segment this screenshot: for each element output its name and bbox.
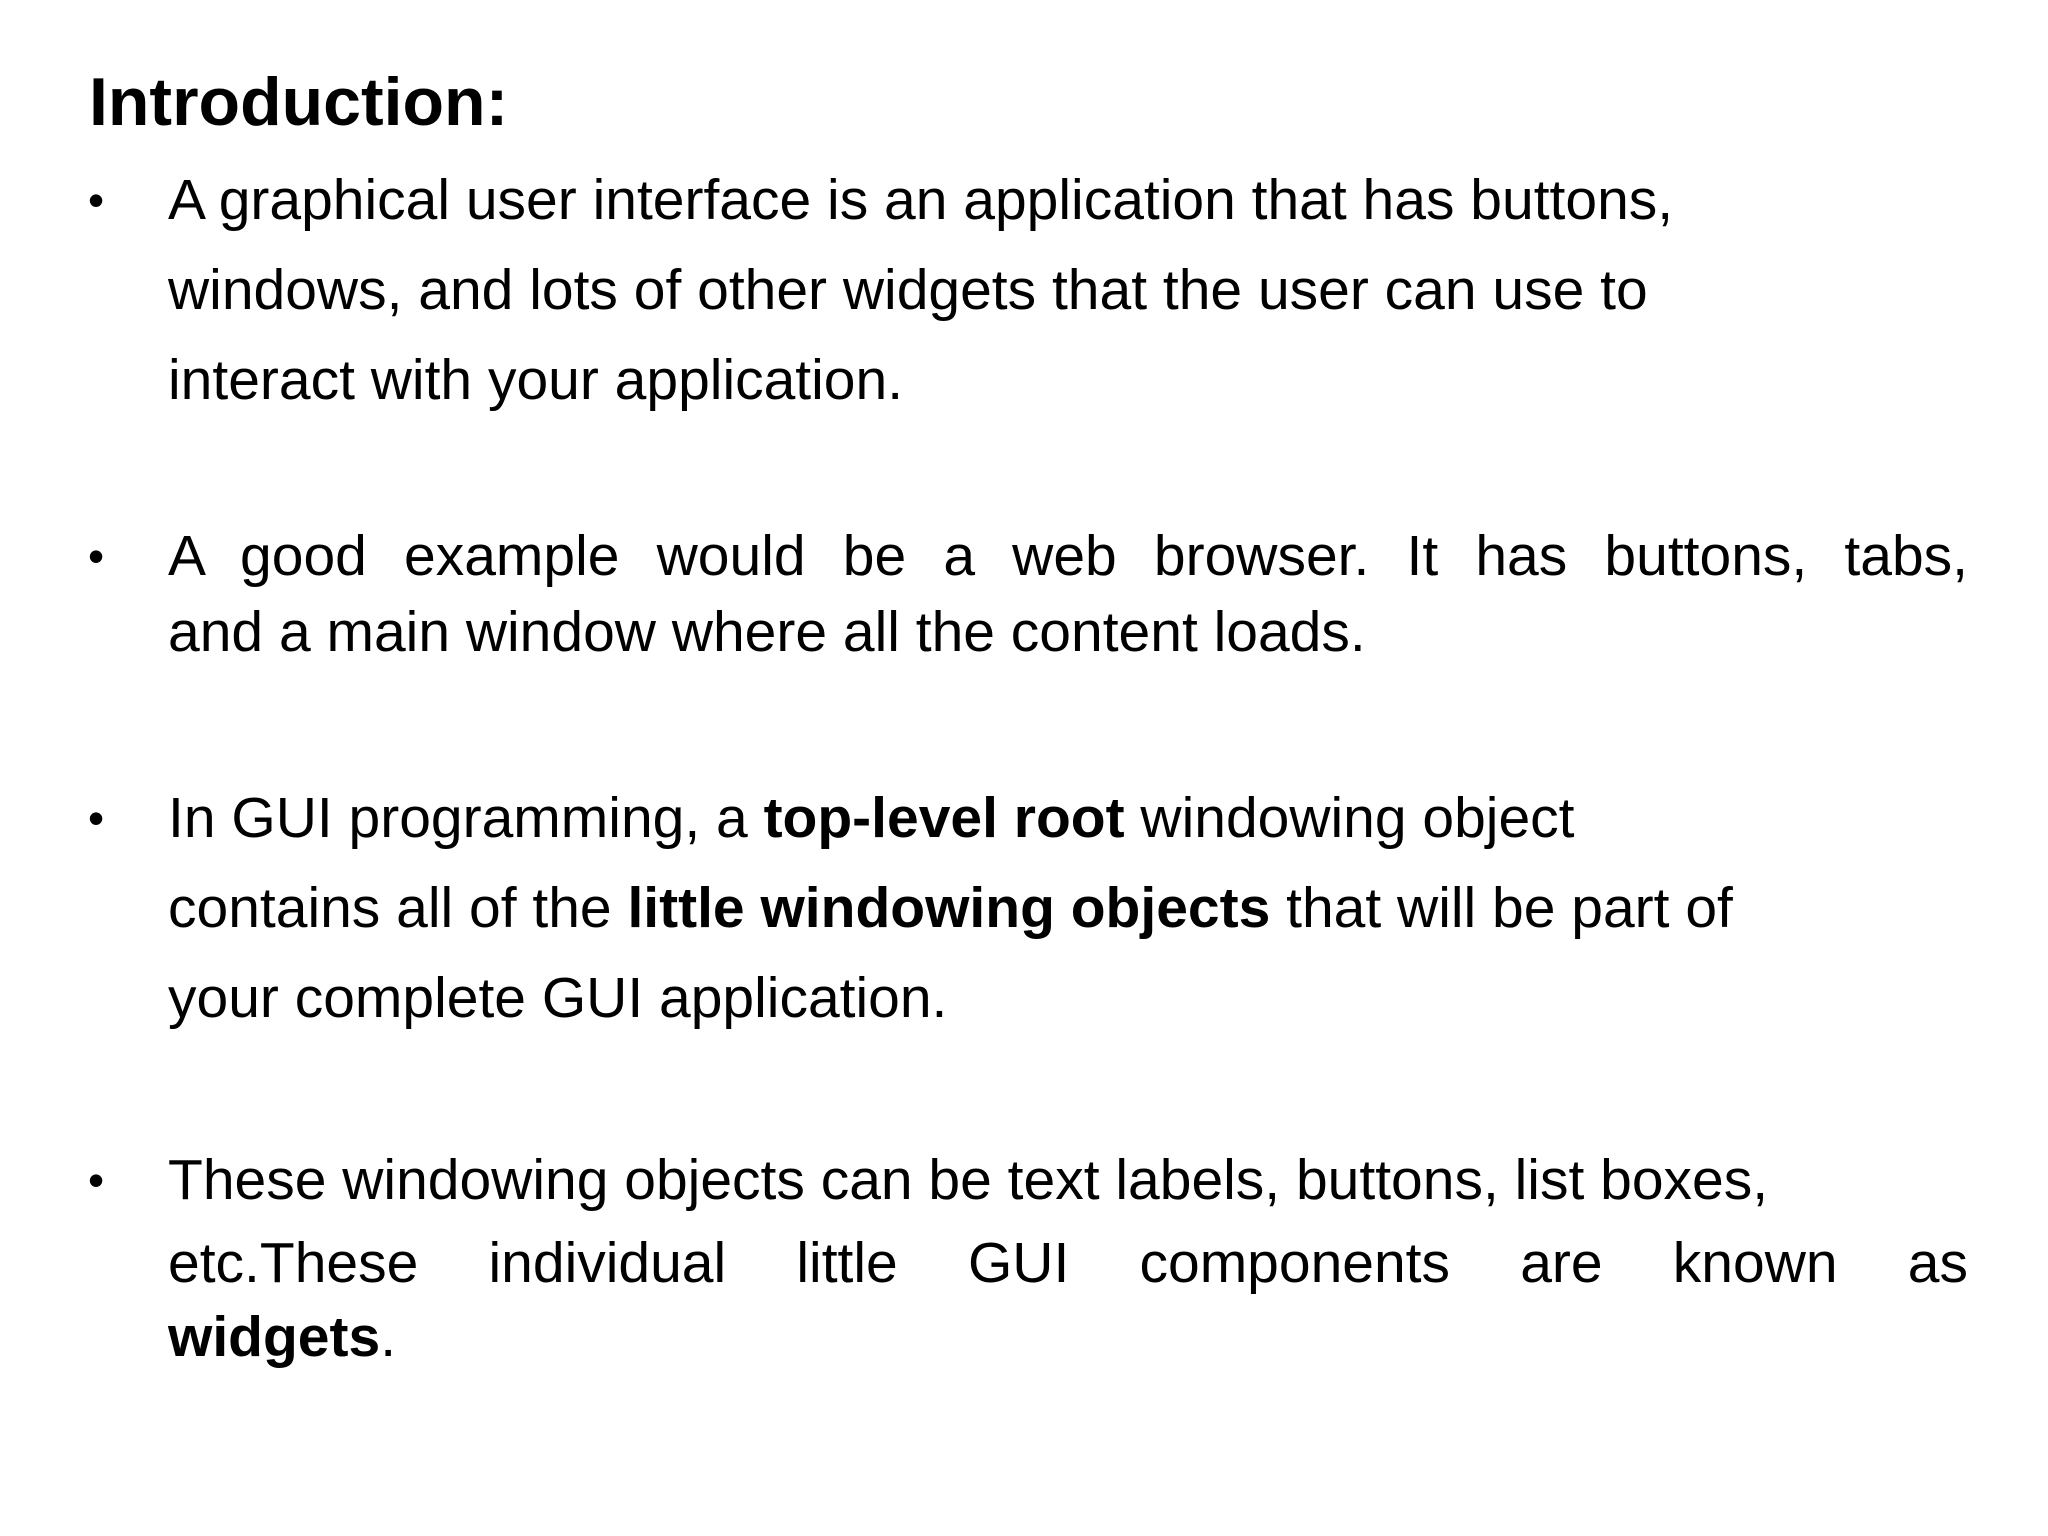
bullet-4-line-3 <box>168 1301 1968 1373</box>
bullet-4-line-3-post: . <box>380 1305 397 1369</box>
bullet-3-line-3: your complete GUI application. <box>168 966 948 1030</box>
bullet-2-line-1: A good example would be a web browser. It has buttons, tabs, <box>168 524 1968 588</box>
bullet-dot-icon: • <box>88 1154 105 1206</box>
bullet-2-line-2: and a main window where all the content loads. <box>168 600 1366 664</box>
bullet-3-line-1 <box>168 773 1968 863</box>
bullet-4-line-1: These windowing objects can be text labels, buttons, list boxes, <box>168 1148 1769 1212</box>
bullet-3-line-2-pre: contains all of the <box>168 876 628 940</box>
bullet-3-bold-top-level-root: top-level root <box>763 786 1125 850</box>
bullet-dot-icon: • <box>88 792 105 844</box>
slide-title: Introduction: <box>89 64 509 140</box>
bullet-3-line-1-post: windowing object <box>1124 786 1575 850</box>
bullet-3-line-2 <box>168 863 1968 953</box>
bullet-text-2 <box>168 518 1968 670</box>
bullet-dot-icon: • <box>88 174 105 226</box>
bullet-text-1 <box>168 155 1968 425</box>
bullet-3-line-2-post: that will be part of <box>1270 876 1733 940</box>
bullet-text-4 <box>168 1135 1968 1373</box>
bullet-1-line-3: interact with your application. <box>168 348 904 412</box>
bullet-4-bold-widgets: widgets <box>168 1305 381 1369</box>
bullet-text-3 <box>168 773 1968 1043</box>
bullet-1-line-2: windows, and lots of other widgets that the user can use to <box>168 258 1648 322</box>
bullet-1-line-1: A graphical user interface is an application that has buttons, <box>168 168 1674 232</box>
bullet-3-bold-little-windowing-objects: little windowing objects <box>627 876 1271 940</box>
bullet-3-line-1-pre: In GUI programming, a <box>168 786 764 850</box>
bullet-4-line-2: etc.These individual little GUI components are known as <box>168 1231 1968 1295</box>
bullet-dot-icon: • <box>88 530 105 582</box>
